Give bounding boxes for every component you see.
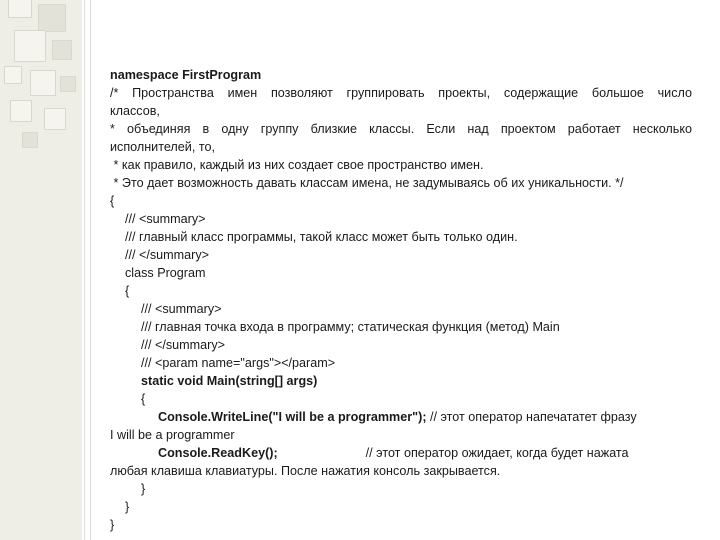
writeline-code: Console.WriteLine("I will be a programmer"); — [158, 410, 427, 424]
readkey-comment: // этот оператор ожидает, когда будет нажата — [365, 446, 629, 460]
decorative-sidebar — [0, 0, 82, 540]
brace-line: { — [110, 194, 115, 208]
decor-square — [38, 4, 66, 32]
brace-line: } — [125, 500, 130, 514]
method-declaration-line: static void Main(string[] args) — [141, 374, 318, 388]
namespace-line: namespace FirstProgram — [110, 68, 262, 82]
code-slide-text — [110, 66, 692, 534]
decor-square — [8, 0, 32, 18]
doc-comment-line: /// главная точка входа в программу; статическая функция (метод) Main — [141, 320, 560, 334]
doc-comment-line: /// </summary> — [141, 338, 225, 352]
brace-line: } — [110, 518, 115, 532]
decor-square — [14, 30, 46, 62]
decor-square — [22, 132, 38, 148]
decor-square — [44, 108, 66, 130]
decor-square — [10, 100, 32, 122]
comment-line: * как правило, каждый из них создает свое пространство имен. — [110, 158, 484, 172]
brace-line: } — [141, 482, 146, 496]
brace-line: { — [125, 284, 130, 298]
comment-line: * объединяя в одну группу близкие классы. Если над проектом работает несколько — [110, 122, 692, 136]
decor-square — [60, 76, 76, 92]
readkey-statement-line — [110, 444, 692, 462]
divider-line — [84, 0, 85, 540]
doc-comment-line: /// главный класс программы, такой класс может быть только один. — [125, 230, 518, 244]
doc-comment-line: /// </summary> — [125, 248, 209, 262]
decor-square — [30, 70, 56, 96]
writeline-comment: // этот оператор напечататет фразу — [426, 410, 637, 424]
doc-comment-line: /// <param name="args"></param> — [141, 356, 336, 370]
class-declaration-line: class Program — [125, 266, 206, 280]
doc-comment-line: /// <summary> — [141, 302, 222, 316]
comment-line: исполнителей, то, — [110, 140, 215, 154]
comment-line: * Это дает возможность давать классам имена, не задумываясь об их уникальности. */ — [110, 176, 624, 190]
comment-continuation-line: любая клавиша клавиатуры. После нажатия консоль закрывается. — [110, 464, 501, 478]
doc-comment-line: /// <summary> — [125, 212, 206, 226]
readkey-code: Console.ReadKey(); — [158, 446, 278, 460]
decor-square — [52, 40, 72, 60]
brace-line: { — [141, 392, 146, 406]
comment-line: /* Пространства имен позволяют группировать проекты, содержащие большое число — [110, 86, 692, 100]
comment-continuation-line: I will be a programmer — [110, 428, 235, 442]
comment-line: классов, — [110, 104, 160, 118]
writeline-statement-line — [110, 408, 692, 426]
divider-line — [90, 0, 91, 540]
decor-square — [4, 66, 22, 84]
